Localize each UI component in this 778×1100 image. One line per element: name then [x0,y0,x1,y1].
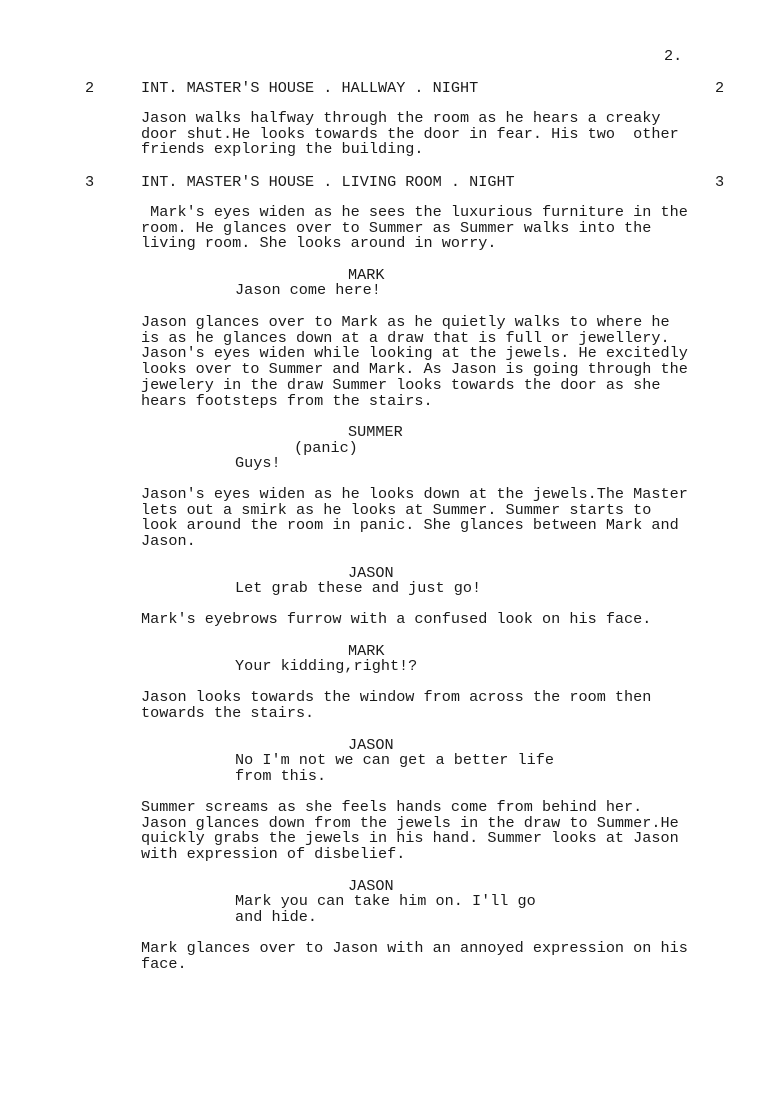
scene-heading [0,80,778,96]
action-paragraph: Mark glances over to Jason with an annoyed expression on his face. [141,939,688,973]
character-name: JASON [348,564,394,582]
action-paragraph: Jason glances over to Mark as he quietly walks to where he is as he glances down at a draw that is full or jewellery. Jason's eyes widen while looking at the jewels. He excitedly looks over to Summer and Mark. As Jason is going through the jewelery in the draw Summer looks towards the door as she hears footsteps from the stairs. [141,313,688,410]
scene-number-right: 3 [715,173,725,191]
action-paragraph: Mark's eyebrows furrow with a confused look on his face. [141,610,652,628]
dialogue: Your kidding,right!? [235,657,418,675]
parenthetical: (panic) [294,439,358,457]
action-paragraph: Jason looks towards the window from across the room then towards the stairs. [141,688,652,722]
scene-slugline: INT. MASTER'S HOUSE . HALLWAY . NIGHT [141,79,479,97]
scene-slugline: INT. MASTER'S HOUSE . LIVING ROOM . NIGHT [141,173,515,191]
character-name: JASON [348,877,394,895]
character-name: JASON [348,736,394,754]
page-number: 2. [664,47,683,65]
dialogue: Let grab these and just go! [235,579,482,597]
dialogue: No I'm not we can get a better life from this. [235,751,554,785]
scene-number-right: 2 [715,79,725,97]
scene-number-left: 3 [85,173,95,191]
dialogue: Mark you can take him on. I'll go and hide. [235,892,536,926]
dialogue: Guys! [235,454,281,472]
character-name: MARK [348,266,385,284]
action-paragraph: Jason's eyes widen as he looks down at the jewels.The Master lets out a smirk as he looks at Summer. Summer starts to look around the room in panic. She glances between Mark and Jason. [141,485,688,551]
action-paragraph: Mark's eyes widen as he sees the luxurious furniture in the room. He glances over to Summer as Summer walks into the living room. She looks around in worry. [141,203,688,253]
action-paragraph: Jason walks halfway through the room as he hears a creaky door shut.He looks towards the door in fear. His two other friends exploring the building. [141,109,679,159]
character-name: SUMMER [348,423,403,441]
scene-heading [0,174,778,190]
dialogue: Jason come here! [235,281,381,299]
scene-number-left: 2 [85,79,95,97]
character-name: MARK [348,642,385,660]
action-paragraph: Summer screams as she feels hands come from behind her. Jason glances down from the jewels in the draw to Summer.He quickly grabs the jewels in his hand. Summer looks at Jason with expression of disbelief. [141,798,679,864]
